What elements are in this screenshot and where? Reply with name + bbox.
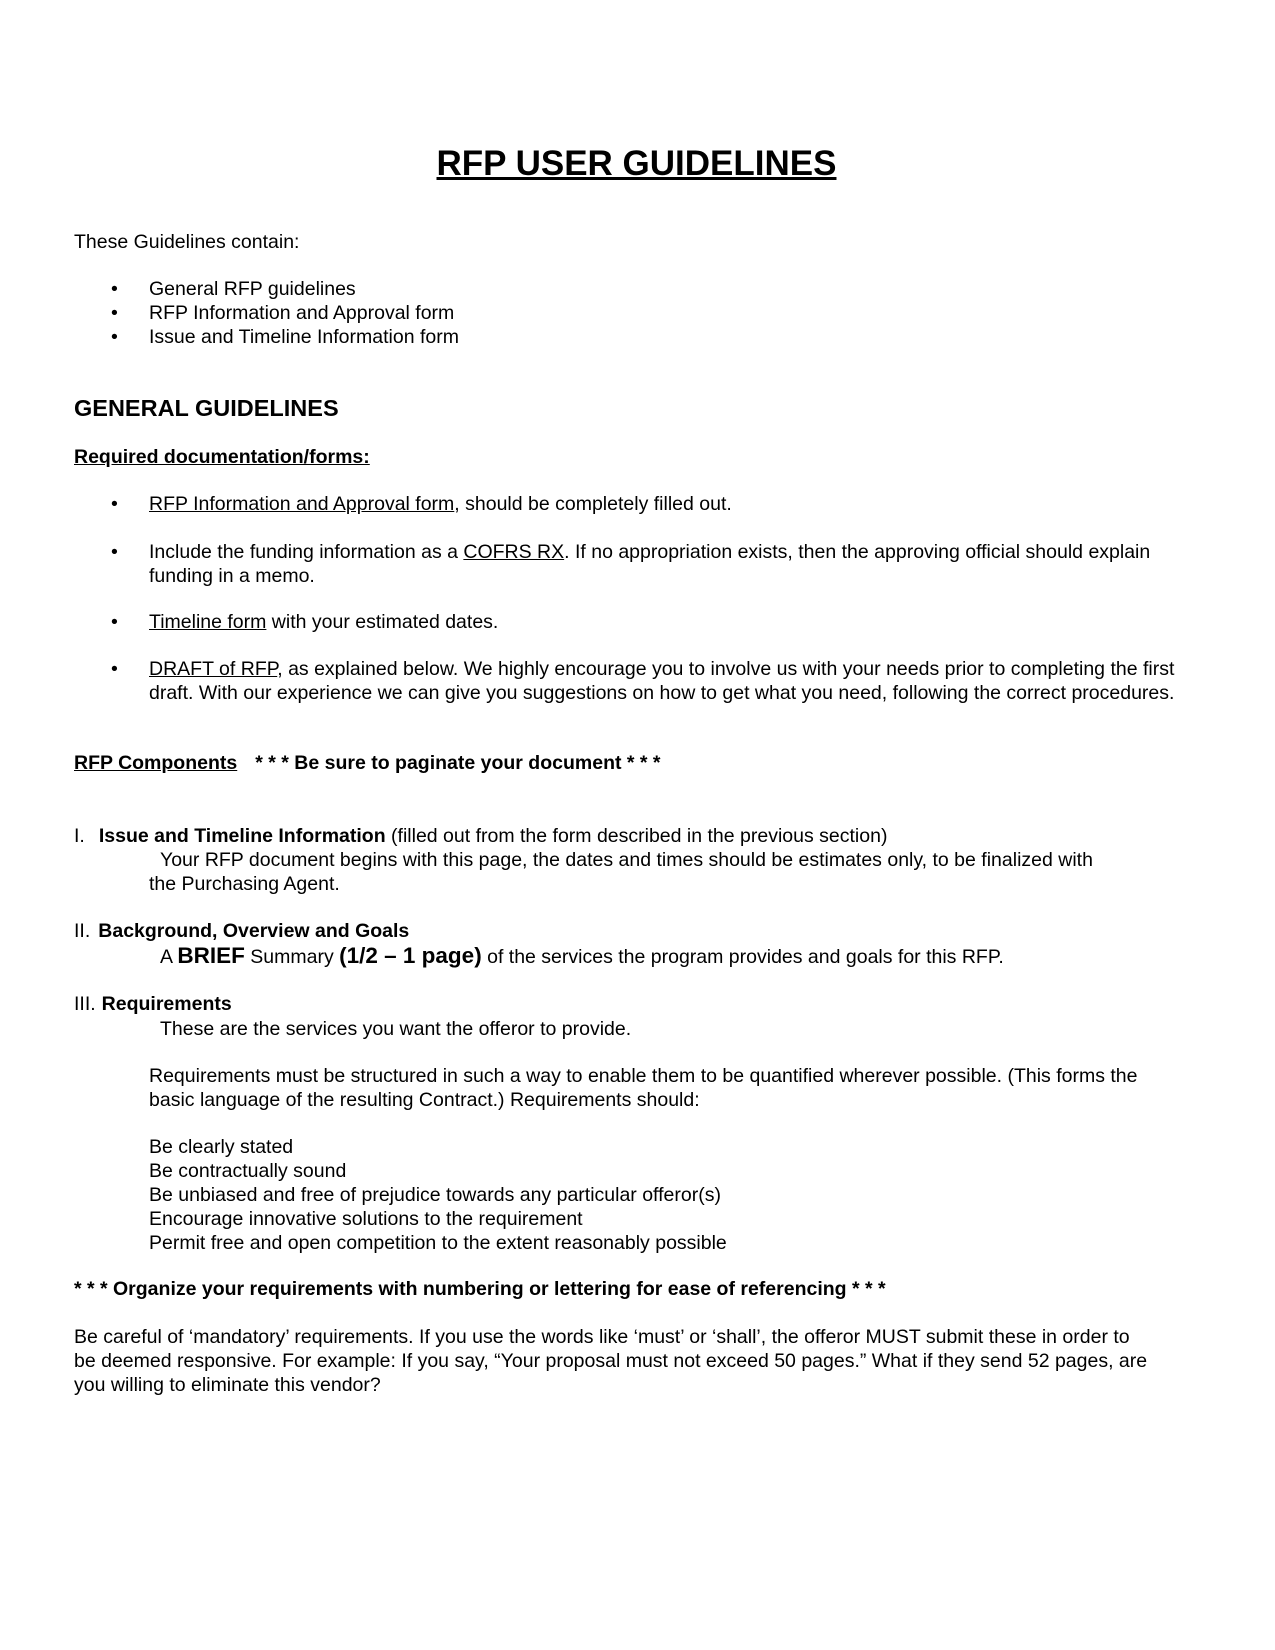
list-item: • Timeline form with your estimated dates. — [74, 610, 1199, 634]
page-title: RFP USER GUIDELINES — [436, 144, 837, 183]
intro-text: These Guidelines contain: — [74, 231, 300, 253]
requirements-should-list — [149, 1135, 1199, 1255]
section-1-body: Your RFP document begins with this page, the dates and times should be estimates only, to be finalized with — [160, 849, 1093, 871]
list-item: • RFP Information and Approval form — [74, 301, 1199, 325]
list-item: • Include the funding information as a COFRS RX. If no appropriation exists, then the approving official should explain funding in a memo. — [74, 540, 1199, 588]
section-3-header: III. Requirements — [74, 993, 232, 1015]
section-3-paragraph: Requirements must be structured in such a way to enable them to be quantified wherever possible. (This forms the basic language of the resulting Contract.) Requirements should: — [149, 1065, 1138, 1111]
components-heading: RFP Components — [74, 752, 238, 774]
list-item: Permit free and open competition to the extent reasonably possible — [149, 1232, 727, 1254]
section-3-title: Requirements — [101, 993, 232, 1015]
components-line — [74, 751, 661, 775]
section-2-body: A BRIEF Summary (1/2 – 1 page) of the services the program provides and goals for this RFP. — [160, 943, 1004, 968]
general-heading: GENERAL GUIDELINES — [74, 395, 339, 421]
list-item: Be unbiased and free of prejudice towards any particular offeror(s) — [149, 1184, 721, 1206]
list-item: Encourage innovative solutions to the requirement — [149, 1208, 583, 1230]
careful-paragraph: Be careful of ‘mandatory’ requirements. If you use the words like ‘must’ or ‘shall’, the offeror MUST submit these in order to be deemed responsive. For example: If you say, “Your proposal must not exceed 50 pages.” What if they send 52 pages, are you willing to eliminate this vendor? — [74, 1326, 1148, 1396]
section-1-header: I. Issue and Timeline Information (filled out from the form described in the previous section) — [74, 825, 888, 847]
list-item: • DRAFT of RFP, as explained below. We highly encourage you to involve us with your needs prior to completing the first draft. With our experience we can give you suggestions on how to get what you need, following the correct procedures. — [74, 657, 1199, 705]
paginate-note: * * * Be sure to paginate your document * * * — [255, 752, 661, 774]
organize-note: * * * Organize your requirements with numbering or lettering for ease of referencing * * * — [74, 1278, 886, 1300]
timeline-form-link: Timeline form — [149, 611, 267, 633]
required-heading: Required documentation/forms: — [74, 446, 370, 468]
cofrs-rx-link: COFRS RX — [463, 541, 565, 563]
list-item: • Issue and Timeline Information form — [74, 325, 1199, 349]
list-item: Be contractually sound — [149, 1160, 347, 1182]
section-2-title: Background, Overview and Goals — [98, 920, 410, 942]
required-list — [74, 540, 1199, 588]
list-item: • General RFP guidelines — [74, 277, 1199, 301]
list-item: • RFP Information and Approval form, should be completely filled out. — [74, 492, 1199, 516]
required-list — [74, 657, 1199, 705]
required-list — [74, 492, 1199, 516]
section-3-line: These are the services you want the offeror to provide. — [160, 1018, 632, 1040]
section-2-header: II. Background, Overview and Goals — [74, 920, 410, 942]
list-item: Be clearly stated — [149, 1136, 294, 1158]
section-1-title: Issue and Timeline Information — [98, 825, 386, 847]
rfp-approval-form-link: RFP Information and Approval form — [149, 493, 455, 515]
draft-rfp-link: DRAFT of RFP — [149, 658, 278, 680]
required-list — [74, 610, 1199, 634]
intro-list — [74, 277, 1199, 349]
section-1-body-cont: the Purchasing Agent. — [149, 873, 340, 895]
